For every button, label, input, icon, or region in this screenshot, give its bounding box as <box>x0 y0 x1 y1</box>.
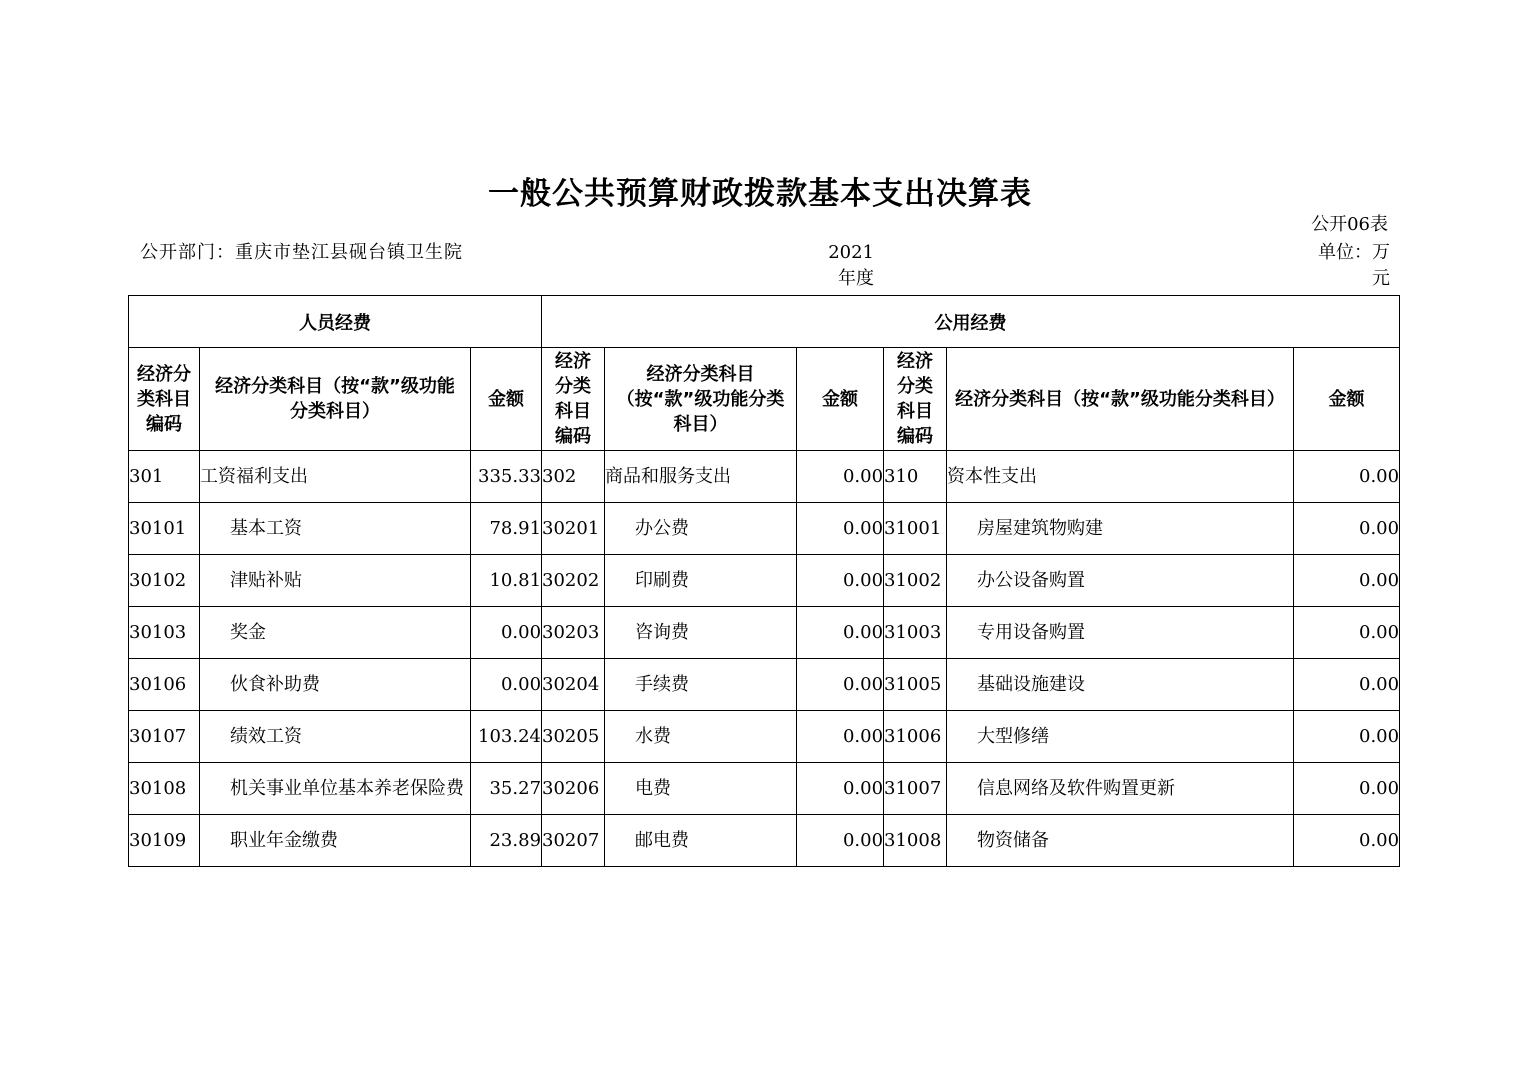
header-name: 经济分类科目（按“款”级功能分类科目） <box>200 348 471 451</box>
capital-code: 31003 <box>884 607 947 659</box>
capital-amount: 0.00 <box>1294 763 1400 815</box>
header-amount: 金额 <box>1294 348 1400 451</box>
goods-name: 电费 <box>605 763 797 815</box>
goods-amount: 0.00 <box>797 555 884 607</box>
capital-code: 31006 <box>884 711 947 763</box>
personnel-code: 30102 <box>129 555 200 607</box>
header-amount: 金额 <box>797 348 884 451</box>
personnel-amount: 103.24 <box>471 711 542 763</box>
capital-code: 31002 <box>884 555 947 607</box>
goods-code: 30205 <box>542 711 605 763</box>
personnel-name: 基本工资 <box>200 503 471 555</box>
capital-name: 专用设备购置 <box>947 607 1294 659</box>
capital-amount: 0.00 <box>1294 555 1400 607</box>
header-code: 经济分类科目编码 <box>884 348 947 451</box>
section-public: 公用经费 <box>542 296 1400 348</box>
capital-amount: 0.00 <box>1294 607 1400 659</box>
page-title: 一般公共预算财政拨款基本支出决算表 <box>488 176 1032 212</box>
capital-name: 物资储备 <box>947 815 1294 867</box>
form-number: 公开06表 <box>1311 214 1388 235</box>
capital-code: 31008 <box>884 815 947 867</box>
capital-code: 31001 <box>884 503 947 555</box>
goods-name: 商品和服务支出 <box>605 451 797 503</box>
fiscal-year: 2021年度 <box>828 242 874 289</box>
personnel-code: 30101 <box>129 503 200 555</box>
goods-amount: 0.00 <box>797 815 884 867</box>
capital-amount: 0.00 <box>1294 503 1400 555</box>
capital-code: 31005 <box>884 659 947 711</box>
capital-name: 房屋建筑物购建 <box>947 503 1294 555</box>
goods-code: 30206 <box>542 763 605 815</box>
personnel-amount: 78.91 <box>471 503 542 555</box>
personnel-code: 30103 <box>129 607 200 659</box>
capital-amount: 0.00 <box>1294 711 1400 763</box>
goods-amount: 0.00 <box>797 711 884 763</box>
personnel-name: 奖金 <box>200 607 471 659</box>
capital-amount: 0.00 <box>1294 659 1400 711</box>
personnel-code: 30109 <box>129 815 200 867</box>
goods-code: 30207 <box>542 815 605 867</box>
table-row <box>129 659 1400 711</box>
personnel-amount: 35.27 <box>471 763 542 815</box>
capital-amount: 0.00 <box>1294 815 1400 867</box>
goods-name: 邮电费 <box>605 815 797 867</box>
table-row <box>129 555 1400 607</box>
header-amount: 金额 <box>471 348 542 451</box>
table-row <box>129 451 1400 503</box>
personnel-code: 301 <box>129 451 200 503</box>
goods-amount: 0.00 <box>797 763 884 815</box>
goods-amount: 0.00 <box>797 503 884 555</box>
personnel-name: 工资福利支出 <box>200 451 471 503</box>
capital-code: 310 <box>884 451 947 503</box>
goods-name: 办公费 <box>605 503 797 555</box>
goods-name: 印刷费 <box>605 555 797 607</box>
capital-name: 信息网络及软件购置更新 <box>947 763 1294 815</box>
goods-code: 30204 <box>542 659 605 711</box>
goods-amount: 0.00 <box>797 451 884 503</box>
goods-code: 30201 <box>542 503 605 555</box>
personnel-code: 30108 <box>129 763 200 815</box>
personnel-amount: 23.89 <box>471 815 542 867</box>
unit-label: 单位：万元 <box>1318 242 1390 289</box>
personnel-amount: 10.81 <box>471 555 542 607</box>
capital-name: 基础设施建设 <box>947 659 1294 711</box>
table-row <box>129 815 1400 867</box>
personnel-name: 职业年金缴费 <box>200 815 471 867</box>
personnel-code: 30106 <box>129 659 200 711</box>
goods-name: 咨询费 <box>605 607 797 659</box>
header-name: 经济分类科目（按“款”级功能分类科目） <box>605 348 797 451</box>
goods-code: 302 <box>542 451 605 503</box>
goods-code: 30202 <box>542 555 605 607</box>
section-personnel: 人员经费 <box>129 296 542 348</box>
goods-amount: 0.00 <box>797 659 884 711</box>
capital-name: 大型修缮 <box>947 711 1294 763</box>
table-row <box>129 763 1400 815</box>
table-row <box>129 711 1400 763</box>
personnel-name: 机关事业单位基本养老保险费 <box>200 763 471 815</box>
capital-code: 31007 <box>884 763 947 815</box>
personnel-amount: 335.33 <box>471 451 542 503</box>
personnel-name: 津贴补贴 <box>200 555 471 607</box>
capital-name: 资本性支出 <box>947 451 1294 503</box>
personnel-amount: 0.00 <box>471 659 542 711</box>
header-code: 经济分类科目编码 <box>129 348 200 451</box>
personnel-code: 30107 <box>129 711 200 763</box>
capital-amount: 0.00 <box>1294 451 1400 503</box>
goods-code: 30203 <box>542 607 605 659</box>
personnel-amount: 0.00 <box>471 607 542 659</box>
personnel-name: 伙食补助费 <box>200 659 471 711</box>
goods-name: 水费 <box>605 711 797 763</box>
table-row <box>129 607 1400 659</box>
expenditure-table <box>128 295 1400 867</box>
capital-name: 办公设备购置 <box>947 555 1294 607</box>
goods-name: 手续费 <box>605 659 797 711</box>
goods-amount: 0.00 <box>797 607 884 659</box>
department-label: 公开部门：重庆市垫江县砚台镇卫生院 <box>140 242 463 263</box>
table-row <box>129 503 1400 555</box>
personnel-name: 绩效工资 <box>200 711 471 763</box>
header-name: 经济分类科目（按“款”级功能分类科目） <box>947 348 1294 451</box>
header-code: 经济分类科目编码 <box>542 348 605 451</box>
